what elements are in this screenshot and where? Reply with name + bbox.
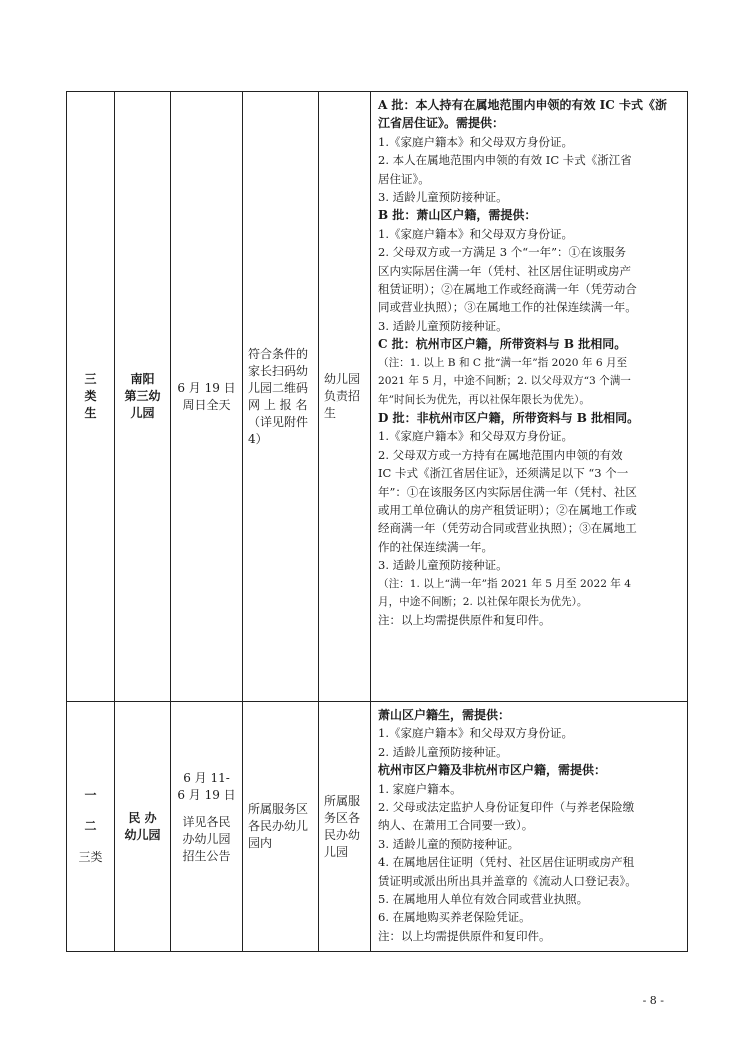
requirement-line: 租赁证明）；②在属地工作或经商满一年（凭劳动合 (378, 282, 637, 297)
school-line: 儿园 (130, 406, 155, 420)
requirement-line: 1. 家庭户籍本。 (378, 781, 462, 796)
requirement-heading: B 批：萧山区户籍，需提供： (378, 208, 537, 223)
requirement-note: （注：1. 以上“满一年”指 2021 年 5 月至 2022 年 4 (378, 577, 631, 590)
date-line: 办幼儿园 (182, 832, 231, 846)
requirement-line: 3. 适龄儿童预防接种证。 (378, 558, 508, 573)
date-line: 6 月 19 日 (177, 788, 236, 802)
requirement-line: 5. 在属地用人单位有效合同或营业执照。 (378, 892, 589, 907)
requirement-line: 1.《家庭户籍本》和父母双方身份证。 (378, 134, 573, 149)
requirement-line: 经商满一年（凭劳动合同或营业执照）；③在属地工 (378, 521, 637, 536)
method-line: 各民办幼儿 (248, 819, 309, 833)
requirement-line: 2. 父母或法定监护人身份证复印件（与养老保险缴 (378, 800, 635, 815)
requirements-cell (371, 702, 688, 952)
school-name-cell (115, 702, 171, 952)
responsible-line: 儿园 (324, 844, 349, 859)
requirement-line: 年”：①在该服务区内实际居住满一年（凭村、社区 (378, 484, 637, 499)
category-cell (67, 702, 115, 952)
school-line: 南阳 (130, 372, 155, 386)
requirement-line: 注：以上均需提供原件和复印件。 (378, 613, 551, 628)
requirement-line: 1.《家庭户籍本》和父母双方身份证。 (378, 226, 573, 241)
requirement-heading: 萧山区户籍生，需提供： (378, 708, 511, 722)
requirement-line: 同或营业执照）；③在属地工作的社保连续满一年。 (378, 300, 637, 315)
school-name-cell (115, 92, 171, 702)
date-line: 详见各民 (182, 815, 231, 829)
requirement-line: 2. 父母双方或一方持有在属地范围内申领的有效 (378, 447, 623, 462)
method-line: 所属服务区 (248, 802, 309, 816)
responsible-line: 务区各 (324, 810, 361, 825)
school-line: 幼儿园 (124, 827, 161, 842)
requirement-line: IC 卡式《浙江省居住证》，还须满足以下 “3 个一 (378, 466, 629, 481)
method-line: 儿园二维码 (248, 380, 309, 395)
requirement-note: 月，中途不间断；2. 以社保年限长为优先）。 (378, 595, 588, 608)
requirement-line: 区内实际居住满一年（凭村、社区居住证明或房产 (378, 263, 631, 278)
date-line: 周日全天 (182, 397, 231, 412)
requirement-heading: 杭州市区户籍及非杭州市区户籍，需提供： (378, 763, 607, 778)
registration-method-cell (243, 92, 319, 702)
table-row (67, 92, 688, 702)
requirement-line: 3. 适龄儿童预防接种证。 (378, 190, 508, 205)
responsible-line: 生 (324, 406, 337, 420)
method-line: 园内 (248, 836, 273, 850)
responsible-cell (319, 92, 371, 702)
category-label: 二 (84, 819, 97, 833)
responsible-cell (319, 702, 371, 952)
registration-method-cell (243, 702, 319, 952)
category-label: 一 (84, 788, 97, 802)
requirement-line: 1.《家庭户籍本》和父母双方身份证。 (378, 726, 573, 741)
requirement-line: 居住证》。 (378, 171, 430, 186)
table-row (67, 702, 688, 952)
method-line: 家长扫码幼 (248, 363, 309, 378)
requirement-line: 纳人、在萧用工合同要一致）。 (378, 818, 534, 833)
requirement-line: 作的社保连续满一年。 (378, 539, 493, 554)
requirement-line: 4. 在属地居住证明（凭村、社区居住证明或房产租 (378, 855, 635, 870)
requirement-heading: C 批：杭州市区户籍，所带资料与 B 批相同。 (378, 337, 627, 352)
requirement-line: 2. 父母双方或一方满足 3 个“一年”：①在该服务 (378, 245, 627, 260)
date-line: 招生公告 (182, 849, 231, 863)
responsible-line: 幼儿园 (324, 372, 361, 386)
method-line: 4） (248, 431, 268, 446)
date-line: 6 月 19 日 (177, 380, 236, 395)
requirement-line: 6. 在属地购买养老保险凭证。 (378, 910, 531, 925)
requirement-note: （注：1. 以上 B 和 C 批“满一年”指 2020 年 6 月至 (378, 356, 628, 369)
requirement-line: 或用工单位确认的房产租赁证明）；②在属地工作或 (378, 502, 637, 517)
category-label: 三类生 (84, 372, 97, 420)
requirement-note: 年”时间长为优先，再以社保年限长为优先）。 (378, 393, 590, 406)
requirements-list (378, 706, 682, 945)
requirement-line: 2. 适龄儿童预防接种证。 (378, 744, 508, 759)
method-line: 符合条件的 (248, 346, 309, 361)
method-line: 网 上 报 名 (248, 397, 308, 412)
category-label: 三类 (78, 850, 103, 864)
requirement-heading: D 批：非杭州市区户籍，所带资料与 B 批相同。 (378, 410, 640, 425)
requirement-line: 1.《家庭户籍本》和父母双方身份证。 (378, 429, 573, 444)
category-cell (67, 92, 115, 702)
requirements-cell (371, 92, 688, 702)
date-line (171, 804, 242, 814)
requirement-line: 注：以上均需提供原件和复印件。 (378, 928, 551, 943)
requirement-heading: A 批：本人持有在属地范围内申领的有效 IC 卡式《浙 (378, 98, 668, 112)
responsible-line: 所属服 (324, 793, 361, 808)
requirement-heading: 江省居住证》。需提供： (378, 116, 505, 131)
method-line: （详见附件 (248, 414, 309, 429)
date-cell (171, 702, 243, 952)
requirement-line: 赁证明或派出所出具并盖章的《流动人口登记表》。 (378, 873, 637, 888)
school-line: 民 办 (128, 810, 157, 825)
responsible-line: 负责招 (324, 389, 361, 403)
requirement-line: 3. 适龄儿童预防接种证。 (378, 318, 508, 333)
requirements-list (378, 96, 682, 630)
requirement-note: 2021 年 5 月，中途不间断；2. 以父母双方“3 个满一 (378, 375, 631, 388)
requirement-line: 2. 本人在属地范围内申领的有效 IC 卡式《浙江省 (378, 153, 632, 168)
requirement-line: 3. 适龄儿童的预防接种证。 (378, 836, 520, 851)
page-number: - 8 - (642, 994, 664, 1007)
date-cell (171, 92, 243, 702)
enrollment-table (66, 91, 688, 952)
responsible-line: 民办幼 (324, 827, 361, 842)
date-line: 6 月 11- (183, 771, 230, 785)
school-line: 第三幼 (124, 389, 161, 403)
